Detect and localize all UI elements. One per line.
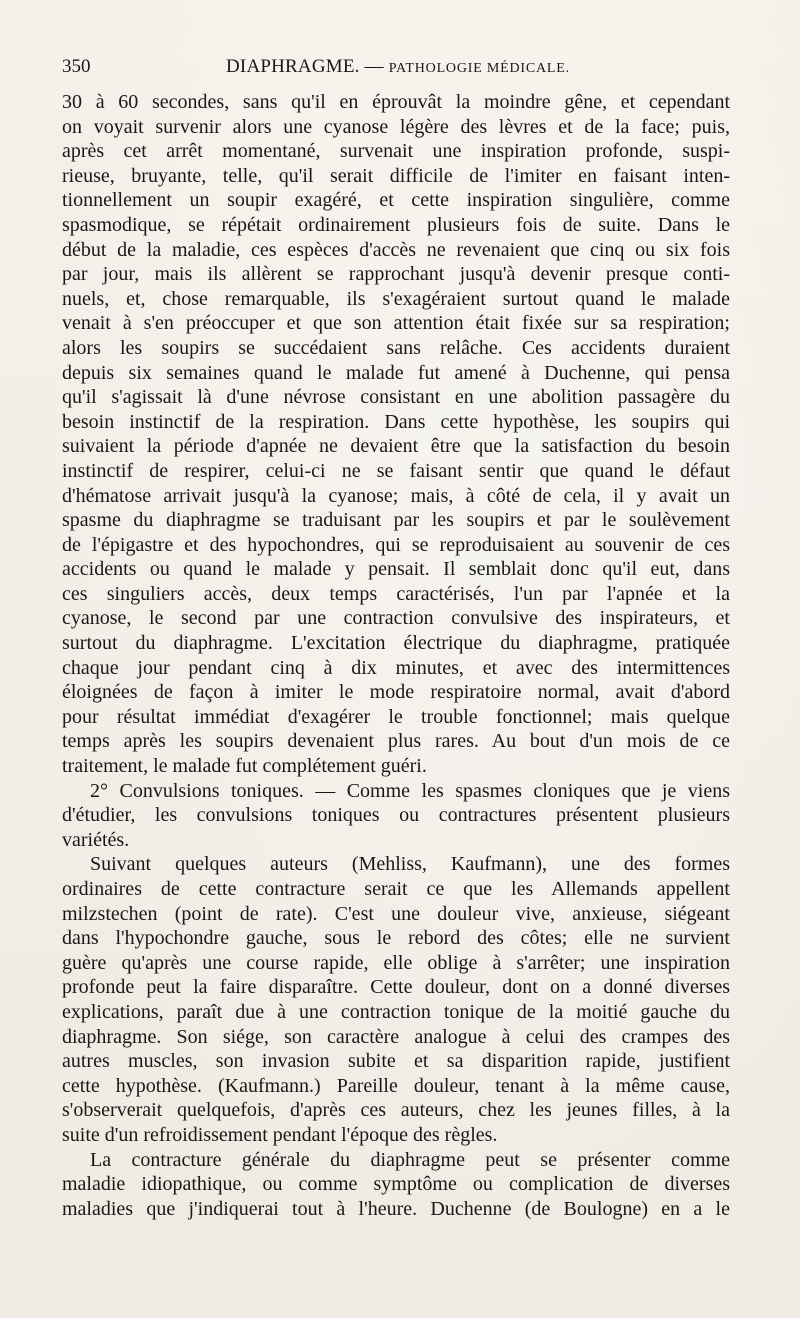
- text-line: temps après les soupirs devenaient plus rares. Au bout d'un mois de ce: [62, 730, 730, 753]
- text-line: La contracture générale du diaphragme peut se présenter comme: [90, 1148, 730, 1171]
- text-line: chaque jour pendant cinq à dix minutes, et avec des intermittences: [62, 656, 730, 679]
- text-line: spasme du diaphragme se traduisant par les soupirs et par le soulèvement: [62, 509, 730, 532]
- text-line: Suivant quelques auteurs (Mehliss, Kaufmann), une des formes: [90, 853, 730, 876]
- text-line: cette hypothèse. (Kaufmann.) Pareille douleur, tenant à la même cause,: [62, 1074, 730, 1097]
- text-line: s'observerait quelquefois, d'après ces auteurs, chez les jeunes filles, à la: [62, 1099, 730, 1122]
- body-text: [62, 90, 730, 1221]
- text-line: explications, paraît due à une contraction tonique de la moitié gauche du: [62, 1000, 730, 1023]
- text-line: accidents ou quand le malade y pensait. Il semblait donc qu'il eut, dans: [62, 558, 730, 581]
- text-line: qu'il s'agissait là d'une névrose consistant en une abolition passagère du: [62, 386, 730, 409]
- running-head: [226, 56, 570, 78]
- text-line: guère qu'après une course rapide, elle oblige à s'arrêter; une inspiration: [62, 951, 730, 974]
- text-line: depuis six semaines quand le malade fut amené à Duchenne, qui pensa: [62, 361, 730, 384]
- page-header: [62, 56, 730, 82]
- text-line: rieuse, bruyante, telle, qu'il serait difficile de l'imiter en faisant inten-: [62, 164, 730, 187]
- text-line: spasmodique, se répétait ordinairement plusieurs fois de suite. Dans le: [62, 213, 730, 236]
- text-line: maladies que j'indiquerai tout à l'heure. Duchenne (de Boulogne) en a le: [62, 1197, 730, 1220]
- text-line: de l'épigastre et des hypochondres, qui se reproduisaient au souvenir de ces: [62, 533, 730, 556]
- text-line: cyanose, le second par une contraction convulsive des inspirateurs, et: [62, 607, 730, 630]
- text-line: pour résultat immédiat d'exagérer le trouble fonctionnel; mais quelque: [62, 705, 730, 728]
- text-line: début de la maladie, ces espèces d'accès ne revenaient que cinq ou six fois: [62, 238, 730, 261]
- text-line: par jour, mais ils allèrent se rapprochant jusqu'à devenir presque conti-: [62, 263, 730, 286]
- text-line: alors les soupirs se succédaient sans relâche. Ces accidents duraient: [62, 336, 730, 359]
- text-line: d'hématose arrivait jusqu'à la cyanose; mais, à côté de cela, il y avait un: [62, 484, 730, 507]
- text-line: profonde peut la faire disparaître. Cette douleur, dont on a donné diverses: [62, 976, 730, 999]
- text-line: ces singuliers accès, deux temps caractérisés, l'un par l'apnée et la: [62, 582, 730, 605]
- text-line: éloignées de façon à imiter le mode respiratoire normal, avait d'abord: [62, 681, 730, 704]
- text-line: 30 à 60 secondes, sans qu'il en éprouvât la moindre gêne, et cependant: [62, 91, 730, 113]
- text-line: maladie idiopathique, ou comme symptôme ou complication de diverses: [62, 1173, 730, 1196]
- running-head-subtitle: PATHOLOGIE MÉDICALE.: [388, 61, 570, 76]
- text-line: instinctif de respirer, celui-ci ne se faisant sentir que quand le défaut: [62, 459, 730, 482]
- text-line: venait à s'en préoccuper et que son attention était fixée sur sa respiration;: [62, 312, 730, 335]
- text-line: diaphragme. Son siége, son caractère analogue à celui des crampes des: [62, 1025, 730, 1048]
- text-line: nuels, et, chose remarquable, ils s'exagéraient surtout quand le malade: [62, 287, 730, 310]
- text-line: surtout du diaphragme. L'excitation électrique du diaphragme, pratiquée: [62, 632, 730, 655]
- text-line: suite d'un refroidissement pendant l'époque des règles.: [62, 1123, 498, 1146]
- text-line: besoin instinctif de la respiration. Dans cette hypothèse, les soupirs qui: [62, 410, 730, 433]
- text-line: d'étudier, les convulsions toniques ou contractures présentent plusieurs: [62, 804, 730, 827]
- text-line: autres muscles, son invasion subite et sa disparition rapide, justifient: [62, 1050, 730, 1073]
- text-line: on voyait survenir alors une cyanose légère des lèvres et de la face; puis,: [62, 115, 730, 138]
- text-line: suivaient la période d'apnée ne devaient être que la satisfaction du besoin: [62, 435, 730, 458]
- page-number: 350: [62, 56, 91, 77]
- text-line: 2° Convulsions toniques. — Comme les spasmes cloniques que je viens: [90, 779, 730, 802]
- running-head-title: DIAPHRAGME. —: [226, 56, 384, 77]
- text-line: dans l'hypochondre gauche, sous le rebord des côtes; elle ne survient: [62, 927, 730, 950]
- text-line: traitement, le malade fut complétement guéri.: [62, 755, 427, 778]
- text-line: milzstechen (point de rate). C'est une douleur vive, anxieuse, siégeant: [62, 902, 730, 925]
- text-line: variétés.: [62, 828, 130, 851]
- text-line: tionnellement un soupir exagéré, et cette inspiration singulière, comme: [62, 189, 730, 212]
- text-line: après cet arrêt momentané, survenait une inspiration profonde, suspi-: [62, 140, 730, 163]
- text-line: ordinaires de cette contracture serait ce que les Allemands appellent: [62, 878, 730, 900]
